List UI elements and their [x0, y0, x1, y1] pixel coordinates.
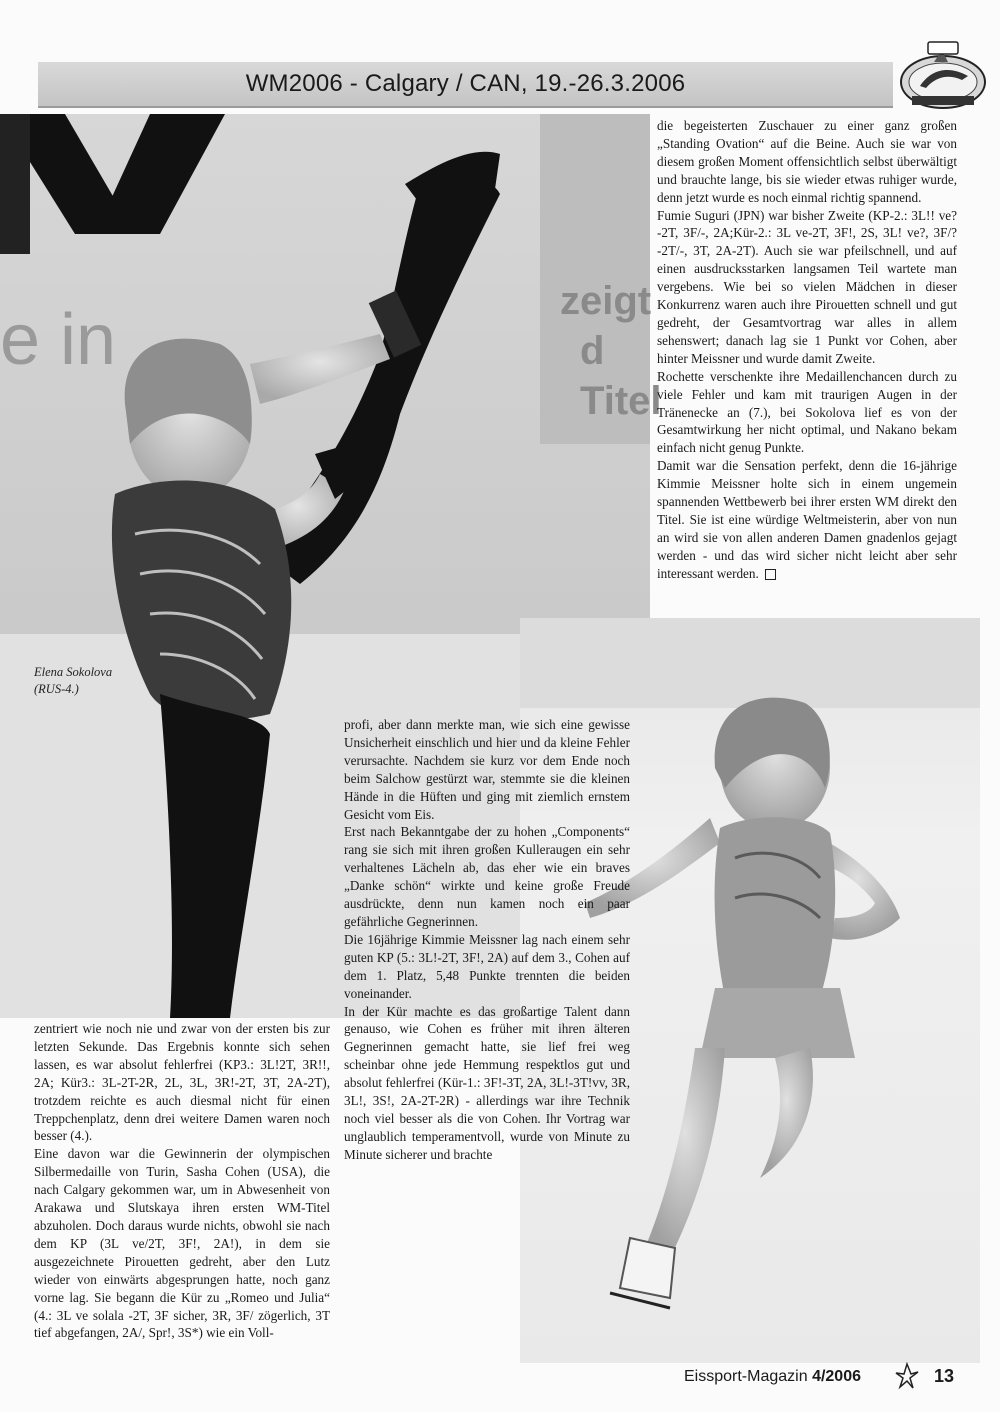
magazine-name: Eissport-Magazin — [684, 1368, 808, 1385]
svg-text:d: d — [580, 329, 605, 373]
article-column-left — [34, 1020, 330, 1342]
paragraph: Erst nach Bekanntgabe der zu hohen „Components“ rang sie sich mit ihren großen Kulleraugen ein sehr verhaltenes Lächeln ab, das eher wie ein braves „Danke schön“ wirkte und keine große Freude ausdrückte, denn nun kamen noch ein paar gefährliche Gegnerinnen. — [344, 824, 630, 929]
skater-mascot-icon — [894, 1362, 920, 1390]
paragraph: Eine davon war die Gewinnerin der olympischen Silbermedaille von Turin, Sasha Cohen (USA), die nach Calgary gekommen war, um in Abwesenheit von Arakawa und Slutskaya ihren ersten WM-Titel abzuholen. Doch daraus wurde nichts, obwohl sie nach dem KP (3L ve/2T, 3F!, 2A!), in dem sie ausgezeichnete Pirouetten gedreht, aber den Lutz wieder von einwärts abgesprungen hatte, noch ganz vorne lag. Sie begann die Kür zu „Romeo und Julia“ (4.: 3L ve solala -2T, 3F sicher, 3R, 3F/ zögerlich, 3T tief abgefangen, 2A/, Spr!, 3S*) wie ein Voll- — [34, 1146, 330, 1341]
caption-country: (RUS-4.) — [34, 682, 79, 696]
paragraph: profi, aber dann merkte man, wie sich eine gewisse Unsicherheit einschlich und hier und da kleine Fehler verursachte. Nachdem sie kurz vor dem Ende noch beim Salchow gestürzt war, stemmte sie die kleinen Hände in die Hüften und ging mit ziemlich ernstem Gesicht vom Eis. — [344, 717, 630, 822]
issue-number: 4/2006 — [812, 1368, 861, 1385]
paragraph: In der Kür machte es das großartige Talent dann genauso, wie Cohen es früher mit ihren älteren Gegnerinnen gemacht hatte, sie lief frei weg scheinbar ohne jede Hemmung respektlos gut und absolut fehlerfrei (Kür-1.: 3F!-3T, 2A, 3L!-3T!vv, 3R, 3L!, 3S!, 2A-2T-2R) - allerdings war ihre Technik noch viel besser als die von Cohen. Ihr Vortrag war unglaublich temperamentvoll, wurde von Minute zu Minute sicherer und brachte — [344, 1003, 630, 1162]
paragraph: Fumie Suguri (JPN) war bisher Zweite (KP-2.: 3L!! ve?-2T, 3F/-, 2A;Kür-2.: 3L ve-2T, 3F!, 2S, 3L! ve?, 3F/?-2T/-, 3T, 2A-2T). Auch sie war pfeilschnell, und auf einen ausdrucksstarken langsamen Teil wartete man vergebens. Wie bei so vielen Mädchen in dieser Konkurrenz waren auch ihre Pirouetten schnell und gut gedreht, der Gesamtvortrag war alles in allem sehenswert; danach lag sie 1 Punkt vor Cohen, aber hinter Meissner und wurde damit Zweite. — [657, 207, 957, 366]
paragraph: die begeisterten Zuschauer zu einer ganz großen „Standing Ovation“ auf die Beine. Auch sie war von diesem großen Moment offensichtlich selbst überwältigt und brauchte lange, bis sie wieder etwas ruhiger wurde, denn jetzt wurde es noch einmal richtig spannend. — [657, 118, 957, 205]
page-number: 13 — [934, 1366, 955, 1386]
paragraph-with-end-mark — [657, 457, 957, 582]
svg-text:Titel: Titel — [580, 379, 662, 423]
page-footer — [684, 1366, 964, 1392]
paragraph: Die 16jährige Kimmie Meissner lag nach einem sehr guten KP (5.: 3L!-2T, 3F!, 2A) auf dem 3., Cohen auf dem 1. Platz, 5,48 Punkte trennten die beiden voneinander. — [344, 931, 630, 1001]
footer-magazine — [684, 1368, 861, 1386]
svg-text:zeigt: zeigt — [560, 279, 652, 323]
photo-caption — [34, 664, 154, 698]
article-column-right — [657, 117, 957, 583]
article-column-middle — [344, 716, 630, 1164]
paragraph: Rochette verschenkte ihre Medaillenchancen durch zu viele Fehler und kam mit traurigen Augen in der Tränenecke an (7.), bei Sokolova lief es von der Gesamtwirkung her nicht optimal, und Nakano bekam einfach nicht genug Punkte. — [657, 368, 957, 456]
paragraph: zentriert wie noch nie und zwar von der ersten bis zur letzten Sekunde. Das Ergebnis konnte sich sehen lassen, es war absolut fehlerfrei (KP3.: 3L!2T, 3R!!, 2A; Kür3.: 3L-2T-2R, 2L, 3L, 3R!-2T, 3T, 2A-2T), trotzdem reichte es auch diesmal nicht für einen Treppchenplatz, denn drei weitere Damen waren noch besser (4.). — [34, 1021, 330, 1144]
end-of-article-icon — [765, 569, 776, 580]
caption-name: Elena Sokolova — [34, 665, 113, 679]
svg-text:e in: e in — [0, 300, 117, 380]
championships-logo-icon — [898, 40, 988, 112]
page-header-title: WM2006 - Calgary / CAN, 19.-26.3.2006 — [245, 70, 686, 97]
paragraph: Damit war die Sensation perfekt, denn die 16-jährige Kimmie Meissner holte sich in einem ungemein spannenden Wettbewerb bei ihrer ersten WM direkt den Titel. Sie ist eine würdige Weltmeisterin, aber von nun an wird sie von allen anderen Damen gnadenlos gejagt werden - und das wird sicher nicht leicht aber sehr interessant werden. — [657, 458, 957, 581]
